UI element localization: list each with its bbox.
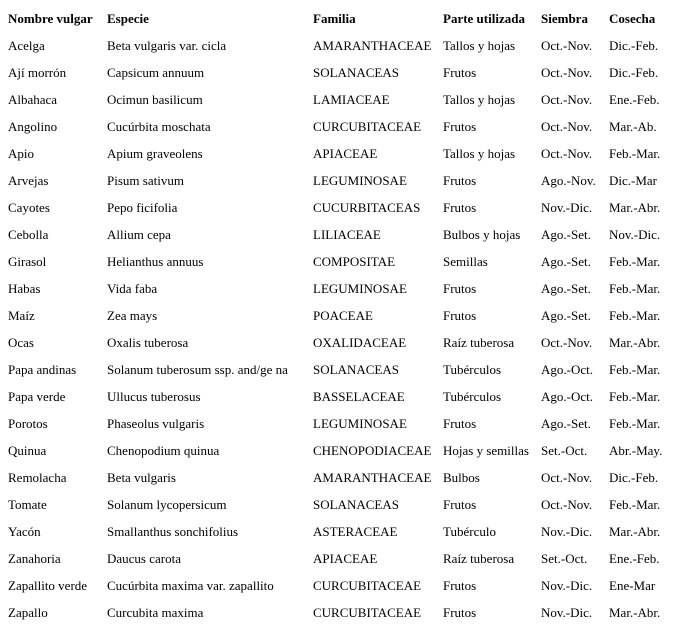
cell-nombre-vulgar: Maíz (8, 308, 35, 323)
header-nombre-vulgar: Nombre vulgar (8, 11, 93, 26)
cell-parte-utilizada: Frutos (443, 308, 477, 323)
cell-especie: Pepo ficifolia (107, 200, 178, 215)
cell-parte-utilizada: Tallos y hojas (443, 92, 516, 107)
cell-nombre-vulgar: Zapallo (8, 605, 48, 620)
cell-nombre-vulgar: Cebolla (8, 227, 49, 242)
cell-familia: OXALIDACEAE (313, 335, 407, 350)
table-row (3, 356, 672, 383)
cell-siembra: Ago.-Set. (541, 281, 591, 296)
cell-especie: Oxalis tuberosa (107, 335, 189, 350)
cell-siembra: Ago.-Set. (541, 308, 591, 323)
cell-parte-utilizada: Frutos (443, 65, 477, 80)
table-row (3, 491, 672, 518)
header-siembra: Siembra (541, 11, 588, 26)
cell-especie: Smallanthus sonchifolius (107, 524, 239, 539)
cell-siembra: Oct.-Nov. (541, 146, 593, 161)
cell-especie: Capsicum annuum (107, 65, 205, 80)
cell-siembra: Nov.-Dic. (541, 605, 593, 620)
cell-siembra: Nov.-Dic. (541, 578, 593, 593)
cell-parte-utilizada: Raíz tuberosa (443, 551, 515, 566)
cell-parte-utilizada: Tubérculo (443, 524, 496, 539)
cell-siembra: Ago.-Set. (541, 254, 591, 269)
cell-parte-utilizada: Frutos (443, 416, 477, 431)
cell-siembra: Oct.-Nov. (541, 119, 593, 134)
cell-siembra: Oct.-Nov. (541, 65, 593, 80)
table-row (3, 545, 672, 572)
cell-cosecha: Feb.-Mar. (609, 362, 661, 377)
cell-nombre-vulgar: Tomate (8, 497, 47, 512)
cell-familia: LEGUMINOSAE (313, 173, 407, 188)
cell-cosecha: Feb.-Mar. (609, 497, 661, 512)
cell-familia: APIACEAE (313, 551, 378, 566)
cell-especie: Pisum sativum (107, 173, 184, 188)
cell-siembra: Oct.-Nov. (541, 470, 593, 485)
cell-parte-utilizada: Semillas (443, 254, 488, 269)
cell-familia: COMPOSITAE (313, 254, 396, 269)
cell-nombre-vulgar: Angolino (8, 119, 58, 134)
cell-familia: LAMIACEAE (313, 92, 390, 107)
cell-cosecha: Dic.-Feb. (609, 470, 659, 485)
cell-nombre-vulgar: Quinua (8, 443, 47, 458)
cell-siembra: Ago.-Oct. (541, 389, 593, 404)
cell-familia: SOLANACEAS (313, 362, 399, 377)
cell-parte-utilizada: Frutos (443, 578, 477, 593)
cell-nombre-vulgar: Acelga (8, 38, 45, 53)
cell-familia: CHENOPODIACEAE (313, 443, 432, 458)
cell-familia: SOLANACEAS (313, 65, 399, 80)
cell-cosecha: Dic.-Mar (609, 173, 658, 188)
cell-especie: Beta vulgaris var. cicla (107, 38, 227, 53)
cell-especie: Ocimun basilicum (107, 92, 203, 107)
cell-especie: Cucúrbita moschata (107, 119, 211, 134)
cell-especie: Cucúrbita maxima var. zapallito (107, 578, 274, 593)
cell-nombre-vulgar: Papa andinas (8, 362, 77, 377)
cell-cosecha: Mar.-Abr. (609, 335, 661, 350)
cell-cosecha: Mar.-Abr. (609, 605, 661, 620)
cell-siembra: Ago.-Set. (541, 416, 591, 431)
cell-nombre-vulgar: Ají morrón (8, 65, 67, 80)
table-row (3, 572, 672, 599)
cell-nombre-vulgar: Papa verde (8, 389, 66, 404)
cell-familia: CUCURBITACEAS (313, 200, 421, 215)
table-row (3, 140, 672, 167)
cell-siembra: Set.-Oct. (541, 551, 588, 566)
cell-nombre-vulgar: Habas (8, 281, 41, 296)
cell-nombre-vulgar: Apio (8, 146, 34, 161)
table-row (3, 59, 672, 86)
cell-siembra: Oct.-Nov. (541, 92, 593, 107)
table-header-row (3, 5, 672, 32)
cell-nombre-vulgar: Girasol (8, 254, 47, 269)
table-row (3, 86, 672, 113)
cell-cosecha: Feb.-Mar. (609, 146, 661, 161)
cell-siembra: Set.-Oct. (541, 443, 588, 458)
table-row (3, 221, 672, 248)
cell-nombre-vulgar: Albahaca (8, 92, 58, 107)
table-row (3, 32, 672, 59)
cell-siembra: Oct.-Nov. (541, 38, 593, 53)
header-especie: Especie (107, 11, 149, 26)
cell-siembra: Nov.-Dic. (541, 200, 593, 215)
cell-especie: Solanum tuberosum ssp. and/ge na (107, 362, 288, 377)
cell-familia: AMARANTHACEAE (313, 470, 432, 485)
cell-cosecha: Feb.-Mar. (609, 308, 661, 323)
crops-table (3, 5, 672, 626)
cell-siembra: Ago.-Oct. (541, 362, 593, 377)
cell-nombre-vulgar: Zapallito verde (8, 578, 88, 593)
cell-familia: CURCUBITACEAE (313, 605, 422, 620)
table-row (3, 437, 672, 464)
cell-parte-utilizada: Tallos y hojas (443, 38, 516, 53)
cell-parte-utilizada: Tubérculos (443, 389, 502, 404)
cell-especie: Chenopodium quinua (107, 443, 220, 458)
cell-familia: SOLANACEAS (313, 497, 399, 512)
cell-siembra: Oct.-Nov. (541, 497, 593, 512)
table-row (3, 194, 672, 221)
cell-nombre-vulgar: Ocas (8, 335, 34, 350)
cell-parte-utilizada: Frutos (443, 281, 477, 296)
cell-parte-utilizada: Hojas y semillas (443, 443, 529, 458)
cell-parte-utilizada: Frutos (443, 605, 477, 620)
cell-cosecha: Feb.-Mar. (609, 389, 661, 404)
cell-cosecha: Mar.-Ab. (609, 119, 657, 134)
cell-cosecha: Nov.-Dic. (609, 227, 661, 242)
cell-especie: Apium graveolens (107, 146, 203, 161)
cell-cosecha: Abr.-May. (609, 443, 663, 458)
cell-familia: CURCUBITACEAE (313, 578, 422, 593)
cell-parte-utilizada: Bulbos (443, 470, 480, 485)
cell-familia: APIACEAE (313, 146, 378, 161)
cell-parte-utilizada: Raíz tuberosa (443, 335, 515, 350)
cell-nombre-vulgar: Yacón (8, 524, 41, 539)
cell-parte-utilizada: Tubérculos (443, 362, 502, 377)
table-row (3, 275, 672, 302)
cell-especie: Allium cepa (107, 227, 171, 242)
cell-especie: Zea mays (107, 308, 158, 323)
cell-especie: Curcubita maxima (107, 605, 204, 620)
header-parte-utilizada: Parte utilizada (443, 11, 525, 26)
cell-nombre-vulgar: Arvejas (8, 173, 49, 188)
cell-especie: Phaseolus vulgaris (107, 416, 205, 431)
cell-parte-utilizada: Frutos (443, 200, 477, 215)
table-row (3, 113, 672, 140)
cell-especie: Vida faba (107, 281, 158, 296)
cell-cosecha: Dic.-Feb. (609, 38, 659, 53)
cell-siembra: Ago.-Nov. (541, 173, 596, 188)
cell-familia: LEGUMINOSAE (313, 281, 407, 296)
table-row (3, 518, 672, 545)
cell-cosecha: Feb.-Mar. (609, 281, 661, 296)
table-body (3, 32, 672, 626)
header-cosecha: Cosecha (609, 11, 656, 26)
cell-nombre-vulgar: Zanahoria (8, 551, 61, 566)
cell-parte-utilizada: Frutos (443, 119, 477, 134)
table-row (3, 248, 672, 275)
cell-familia: AMARANTHACEAE (313, 38, 432, 53)
table-row (3, 167, 672, 194)
cell-parte-utilizada: Bulbos y hojas (443, 227, 521, 242)
cell-cosecha: Mar.-Abr. (609, 200, 661, 215)
cell-siembra: Nov.-Dic. (541, 524, 593, 539)
cell-siembra: Ago.-Set. (541, 227, 591, 242)
cell-siembra: Oct.-Nov. (541, 335, 593, 350)
cell-especie: Daucus carota (107, 551, 181, 566)
cell-cosecha: Ene-Mar (609, 578, 656, 593)
table-row (3, 383, 672, 410)
table-row (3, 599, 672, 626)
cell-parte-utilizada: Tallos y hojas (443, 146, 516, 161)
cell-familia: LEGUMINOSAE (313, 416, 407, 431)
cell-familia: CURCUBITACEAE (313, 119, 422, 134)
cell-nombre-vulgar: Cayotes (8, 200, 50, 215)
cell-especie: Helianthus annuus (107, 254, 204, 269)
cell-cosecha: Ene.-Feb. (609, 92, 660, 107)
cell-cosecha: Feb.-Mar. (609, 416, 661, 431)
cell-familia: ASTERACEAE (313, 524, 398, 539)
cell-familia: LILIACEAE (313, 227, 381, 242)
cell-familia: POACEAE (313, 308, 373, 323)
table-row (3, 302, 672, 329)
table-row (3, 410, 672, 437)
cell-nombre-vulgar: Remolacha (8, 470, 67, 485)
cell-familia: BASSELACEAE (313, 389, 405, 404)
table-row (3, 464, 672, 491)
cell-cosecha: Dic.-Feb. (609, 65, 659, 80)
cell-parte-utilizada: Frutos (443, 173, 477, 188)
cell-especie: Ullucus tuberosus (107, 389, 201, 404)
cell-cosecha: Mar.-Abr. (609, 524, 661, 539)
cell-nombre-vulgar: Porotos (8, 416, 48, 431)
cell-cosecha: Ene.-Feb. (609, 551, 660, 566)
cell-especie: Beta vulgaris (107, 470, 176, 485)
cell-cosecha: Feb.-Mar. (609, 254, 661, 269)
table-row (3, 329, 672, 356)
cell-especie: Solanum lycopersicum (107, 497, 227, 512)
cell-parte-utilizada: Frutos (443, 497, 477, 512)
header-familia: Familia (313, 11, 356, 26)
